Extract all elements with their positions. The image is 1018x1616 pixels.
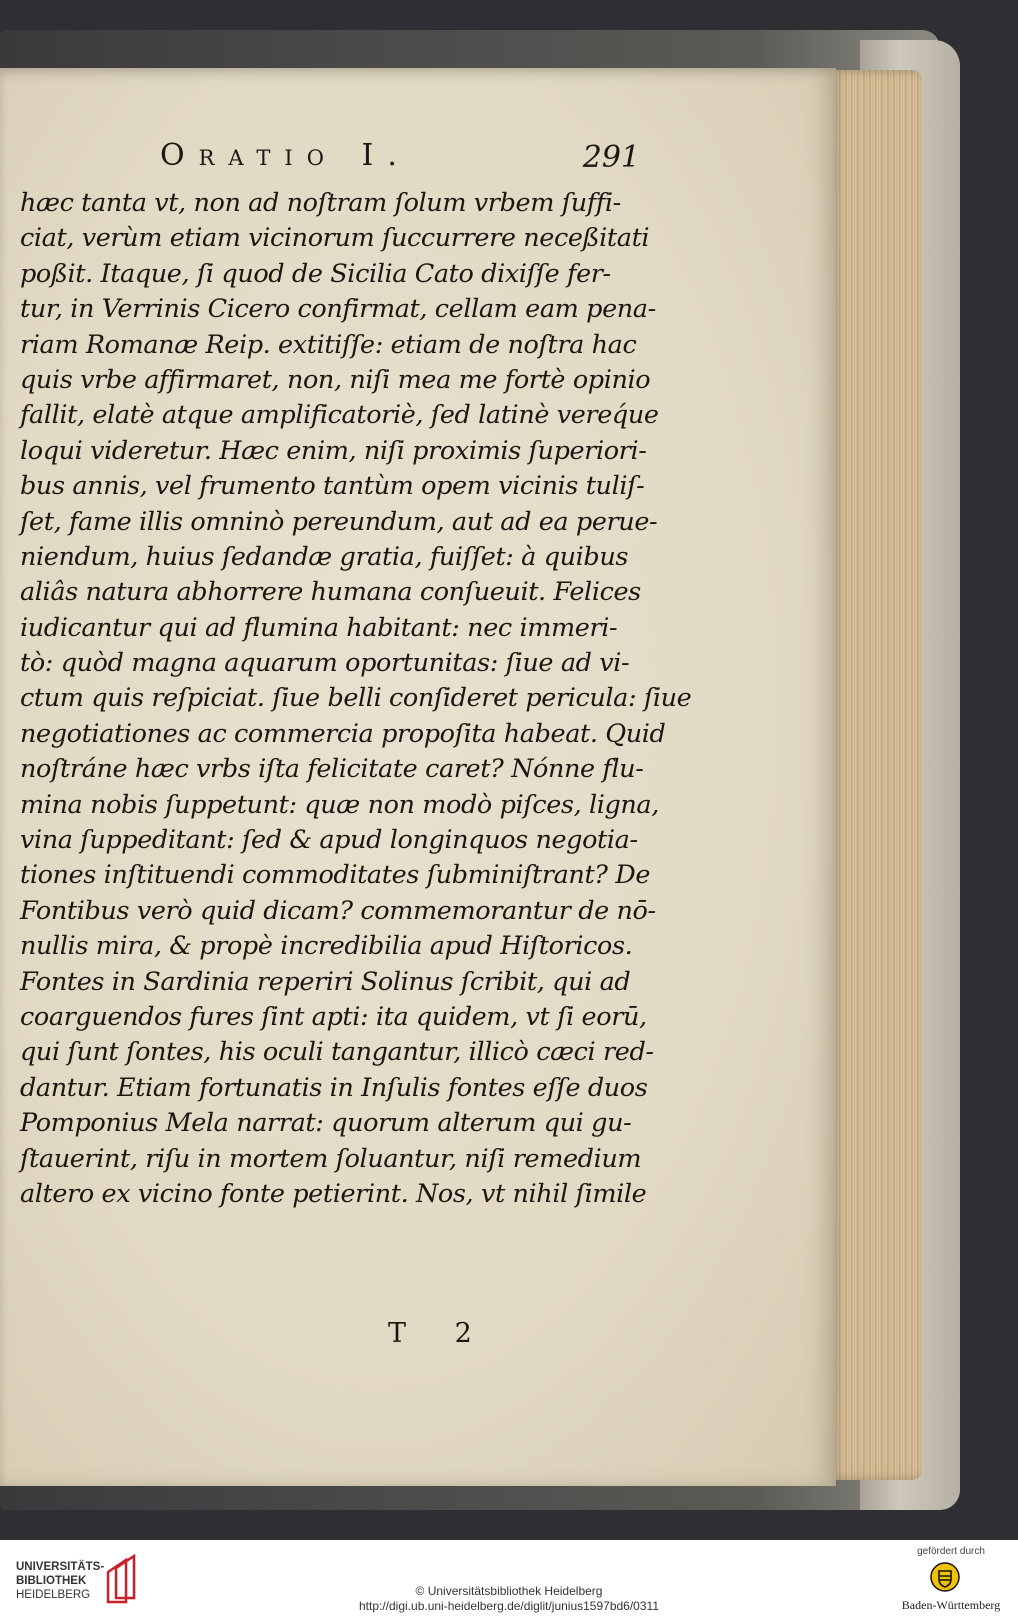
text-line: ctum quis reſpiciat. ſiue belli conſideret pericula: ſiue [20, 683, 692, 714]
text-line: tur, in Verrinis Cicero confirmat, cellam eam pena- [20, 294, 656, 325]
text-line: niendum, huius ſedandæ gratia, fuiſſet: à quibus [20, 541, 629, 572]
running-title: Oratio I. [160, 138, 411, 173]
text-line: bus annis, vel frumento tantùm opem vicinis tuliſ- [20, 471, 645, 502]
text-line: qui ſunt ſontes, his oculi tangantur, illicò cæci red- [20, 1037, 654, 1068]
text-line: poßit. Itaque, ſi quod de Sicilia Cato dixiſſe fer- [20, 258, 611, 289]
page-number: 291 [582, 140, 640, 175]
text-line: quis vrbe affirmaret, non, niſi mea me fortè opinio [20, 364, 651, 395]
signature-mark: T 2 [388, 1318, 492, 1349]
text-line: negotiationes ac commercia propoſita habeat. Quid [20, 718, 666, 749]
page-block-edge [830, 70, 922, 1480]
text-line: Fontes in Sardinia reperiri Solinus ſcribit, qui ad [20, 966, 631, 997]
text-line: Fontibus verò quid dicam? commemorantur de nō- [20, 895, 656, 926]
running-head [160, 138, 640, 182]
text-line: dantur. Etiam fortunatis in Inſulis fontes eſſe duos [20, 1072, 648, 1103]
text-line: ſet, fame illis omninò pereundum, aut ad ea perue- [20, 506, 658, 537]
text-line: ciat, verùm etiam vicinorum ſuccurrere neceßitati [20, 223, 650, 254]
body-text [20, 186, 692, 1212]
library-name-line: UNIVERSITÄTS- [16, 1561, 105, 1573]
permalink[interactable]: http://digi.ub.uni-heidelberg.de/diglit/junius1597bd6/0311 [358, 1599, 659, 1613]
text-line: loqui videretur. Hæc enim, niſi proximis ſuperiori- [20, 435, 647, 466]
text-line: nullis mira, & propè incredibilia apud Hiſtoricos. [20, 931, 633, 962]
text-line: tò: quòd magna aquarum oportunitas: ſiue ad vi- [20, 648, 630, 679]
text-line: fallit, elatè atque amplificatoriè, ſed latinè vereq́ue [20, 400, 659, 431]
funded-by-label: gefördert durch [917, 1546, 985, 1557]
text-line: altero ex vicino fonte petierint. Nos, vt nihil ſimile [20, 1178, 647, 1209]
text-line: tiones inſtituendi commoditates ſubminiſtrant? De [20, 860, 651, 891]
coat-of-arms-icon[interactable] [930, 1562, 960, 1592]
text-line: ſtauerint, riſu in mortem ſoluantur, niſi remedium [20, 1143, 642, 1174]
text-line: Pomponius Mela narrat: quorum alterum qui gu- [20, 1108, 632, 1139]
book-page [0, 68, 836, 1486]
footer [0, 1540, 1018, 1616]
text-line: riam Romanæ Reip. extitiſſe: etiam de noſtra hac [20, 329, 637, 360]
text-line: iudicantur qui ad flumina habitant: nec immeri- [20, 612, 618, 643]
text-line: vina ſuppeditant: ſed & apud longinquos negotia- [20, 825, 638, 856]
copyright-text: © Universitätsbibliothek Heidelberg [415, 1584, 603, 1598]
library-name-line: HEIDELBERG [16, 1589, 91, 1601]
text-line: mina nobis ſuppetunt: quæ non modò piſces, ligna, [20, 789, 659, 820]
text-line: hæc tanta vt, non ad noſtram ſolum vrbem ſuffi- [20, 188, 621, 218]
text-line: noſtráne hæc vrbs iſta felicitate caret? Nónne flu- [20, 754, 644, 785]
copyright-block [0, 1584, 1018, 1614]
text-line: aliâs natura abhorrere humana conſueuit. Felices [20, 577, 641, 608]
library-name-line: BIBLIOTHEK [16, 1575, 87, 1587]
funder-name: Baden-Württemberg [901, 1598, 1001, 1612]
text-line: coarguendos fures ſint apti: ita quidem, vt ſi eorū, [20, 1001, 647, 1032]
